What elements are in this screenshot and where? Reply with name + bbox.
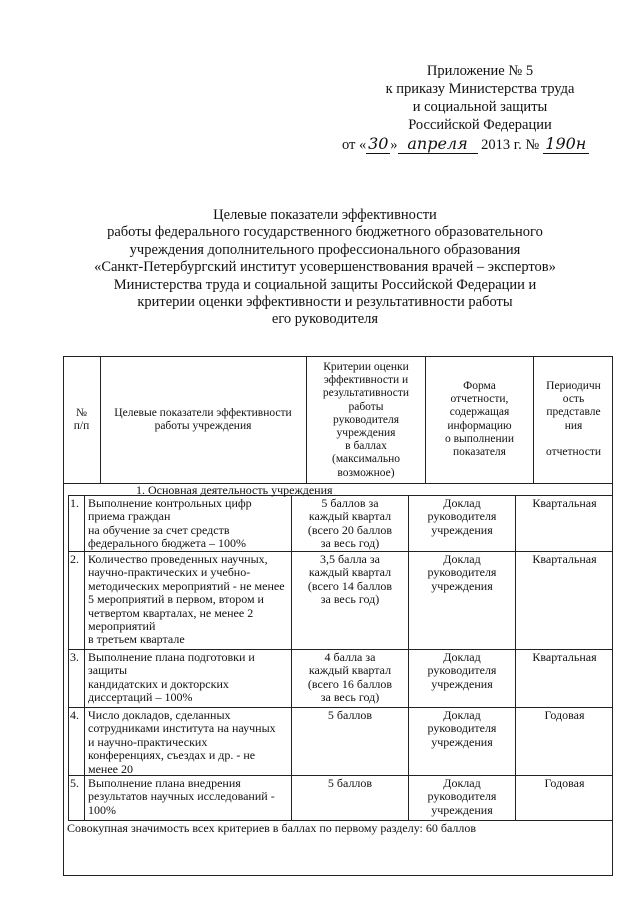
- cell-line: учреждения: [431, 522, 493, 537]
- row-1-period: Квартальная: [532, 496, 597, 510]
- header-line: отчетности,: [450, 393, 509, 406]
- header-line: п/п: [73, 420, 90, 433]
- cell-line: сотрудниками института на научных: [88, 721, 276, 736]
- cell-line: руководителя: [427, 509, 497, 524]
- row-2-period: Квартальная: [532, 552, 597, 566]
- cell-line: и научно-практических: [88, 734, 208, 749]
- cell-line: Количество проведенных научных,: [88, 552, 268, 566]
- cell-line: методических мероприятий - не менее: [88, 578, 285, 593]
- row-2-criteria: [292, 553, 408, 607]
- row-3-criteria: [292, 651, 408, 705]
- cell-line: кандидатских и докторских: [88, 676, 229, 691]
- cell-line: учреждения: [431, 676, 493, 691]
- cell-line: за весь год): [320, 536, 380, 551]
- table-rule: [84, 495, 85, 820]
- cell-line: (всего 20 баллов: [307, 522, 393, 537]
- header-line: о выполнении: [445, 432, 514, 445]
- table-rule: [68, 495, 69, 820]
- row-1-indicator: [88, 497, 288, 551]
- row-1-criteria: [292, 497, 408, 551]
- order-number-handwritten: 190н: [543, 134, 589, 154]
- cell-line: каждый квартал: [308, 509, 392, 524]
- date-prefix: от «: [342, 137, 367, 153]
- cell-line: мероприятий: [88, 619, 156, 634]
- header-line: Целевые показатели эффективности: [114, 407, 292, 419]
- row-4-period: Годовая: [544, 708, 585, 722]
- annex-line: к приказу Министерства труда: [385, 81, 575, 97]
- cell-line: Доклад: [443, 650, 481, 664]
- row-5-period: Годовая: [544, 776, 585, 790]
- header-form: [426, 380, 533, 459]
- cell-line: 3,5 балла за: [320, 552, 380, 566]
- header-line: работы учреждения: [154, 420, 252, 433]
- cell-line: результатов научных исследований -: [88, 789, 275, 804]
- row-3-num: 3.: [70, 650, 79, 664]
- row-3-form: [409, 651, 515, 691]
- cell-line: 5 баллов: [327, 708, 373, 722]
- header-line: содержащая: [449, 406, 510, 419]
- order-date-line: [342, 134, 589, 154]
- cell-line: (всего 14 баллов: [307, 578, 393, 593]
- cell-line: Доклад: [443, 552, 481, 566]
- cell-line: диссертаций – 100%: [88, 690, 193, 705]
- row-4-form: [409, 709, 515, 749]
- cell-line: 5 мероприятий в первом, втором и: [88, 592, 264, 607]
- cell-line: каждый квартал: [308, 565, 392, 580]
- header-line: работы: [348, 400, 384, 413]
- header-line: руководителя: [332, 413, 400, 426]
- cell-line: Выполнение контрольных цифр: [88, 496, 252, 510]
- cell-line: федерального бюджета – 100%: [88, 536, 247, 551]
- row-1-form: [409, 497, 515, 537]
- header-line: отчетности: [545, 445, 601, 458]
- header-line: (максимально: [332, 453, 400, 466]
- row-2-indicator: [88, 553, 290, 647]
- cell-line: конференциях, съездах и др. - не: [88, 748, 256, 763]
- title-line: учреждения дополнительного профессионального образования: [129, 241, 521, 258]
- cell-line: за весь год): [320, 690, 380, 705]
- cell-line: за весь год): [320, 592, 380, 607]
- cell-line: руководителя: [427, 789, 497, 804]
- row-4-num: 4.: [70, 708, 79, 722]
- cell-line: Доклад: [443, 496, 481, 510]
- cell-line: в третьем квартале: [88, 632, 185, 647]
- cell-line: на обучение за счет средств: [88, 522, 230, 537]
- header-line: ния: [564, 419, 583, 432]
- row-3-period: Квартальная: [532, 650, 597, 664]
- cell-line: руководителя: [427, 663, 497, 678]
- row-5-indicator: [88, 777, 290, 817]
- date-day-handwritten: 30: [368, 134, 389, 153]
- annex-line: и социальной защиты: [412, 99, 548, 115]
- cell-line: 5 баллов за: [321, 496, 379, 510]
- header-line: №: [76, 407, 87, 419]
- summary-text: Совокупная значимость всех критериев в баллах по первому разделу: 60 баллов: [67, 821, 477, 835]
- cell-line: четвертом кварталах, не менее 2: [88, 605, 254, 620]
- date-year: 2013 г. №: [481, 137, 540, 153]
- header-line: Форма: [463, 380, 496, 392]
- cell-line: руководителя: [427, 565, 497, 580]
- header-line: информацию: [447, 419, 512, 432]
- title-line: работы федерального государственного бюджетного образовательного: [107, 224, 543, 241]
- header-line: учреждения: [336, 427, 396, 440]
- header-line: показателя: [453, 446, 506, 459]
- row-5-form: [409, 777, 515, 817]
- cell-line: Выполнение плана подготовки и: [88, 650, 255, 664]
- cell-line: Число докладов, сделанных: [88, 708, 231, 722]
- annex-header: [350, 62, 610, 134]
- cell-line: (всего 16 баллов: [307, 676, 393, 691]
- cell-line: Доклад: [443, 776, 481, 790]
- cell-line: защиты: [88, 663, 128, 678]
- title-line: Целевые показатели эффективности: [213, 207, 437, 223]
- cell-line: учреждения: [431, 734, 493, 749]
- title-line: его руководителя: [271, 311, 379, 328]
- cell-line: учреждения: [431, 578, 493, 593]
- annex-line: Приложение № 5: [426, 63, 534, 79]
- row-4-criteria: [292, 709, 408, 722]
- annex-line: Российской Федерации: [408, 117, 552, 133]
- title-line: критерии оценки эффективности и результативности работы: [137, 294, 513, 311]
- date-month-handwritten: апреля: [398, 134, 478, 154]
- header-num: [63, 407, 100, 433]
- header-line: эффективности и: [323, 374, 409, 387]
- cell-line: приема граждан: [88, 509, 171, 524]
- header-line: Периодичн: [546, 380, 601, 392]
- header-indicator: [104, 407, 302, 433]
- cell-line: научно-практических и учебно-: [88, 565, 251, 580]
- cell-line: 4 балла за: [324, 650, 376, 664]
- header-line: Критерии оценки: [323, 361, 409, 373]
- row-5-num: 5.: [70, 776, 79, 790]
- header-period: [534, 380, 613, 459]
- cell-line: 100%: [88, 802, 116, 817]
- row-2-form: [409, 553, 515, 593]
- document-title: [90, 207, 560, 329]
- header-gap: [534, 433, 613, 446]
- header-line: представле: [546, 406, 601, 419]
- header-line: в баллах: [345, 440, 387, 453]
- header-line: ость: [562, 393, 585, 406]
- header-criteria: [307, 361, 425, 480]
- cell-line: Выполнение плана внедрения: [88, 776, 241, 790]
- section-title: 1. Основная деятельность учреждения: [136, 483, 333, 497]
- cell-line: учреждения: [431, 802, 493, 817]
- header-line: результативности: [322, 387, 410, 400]
- cell-line: руководителя: [427, 721, 497, 736]
- title-line: Министерства труда и социальной защиты Российской Федерации и: [113, 276, 537, 293]
- row-3-indicator: [88, 651, 288, 705]
- title-line: «Санкт-Петербургский институт усовершенствования врачей – экспертов»: [94, 259, 556, 276]
- table-rule: [100, 356, 101, 483]
- cell-line: каждый квартал: [308, 663, 392, 678]
- header-line: возможное): [337, 466, 395, 479]
- row-4-indicator: [88, 709, 290, 776]
- row-5-criteria: [292, 777, 408, 790]
- date-mid: »: [390, 137, 398, 153]
- row-2-num: 2.: [70, 552, 79, 566]
- cell-line: менее 20: [88, 761, 133, 776]
- cell-line: Доклад: [443, 708, 481, 722]
- row-1-num: 1.: [70, 496, 79, 510]
- cell-line: 5 баллов: [327, 776, 373, 790]
